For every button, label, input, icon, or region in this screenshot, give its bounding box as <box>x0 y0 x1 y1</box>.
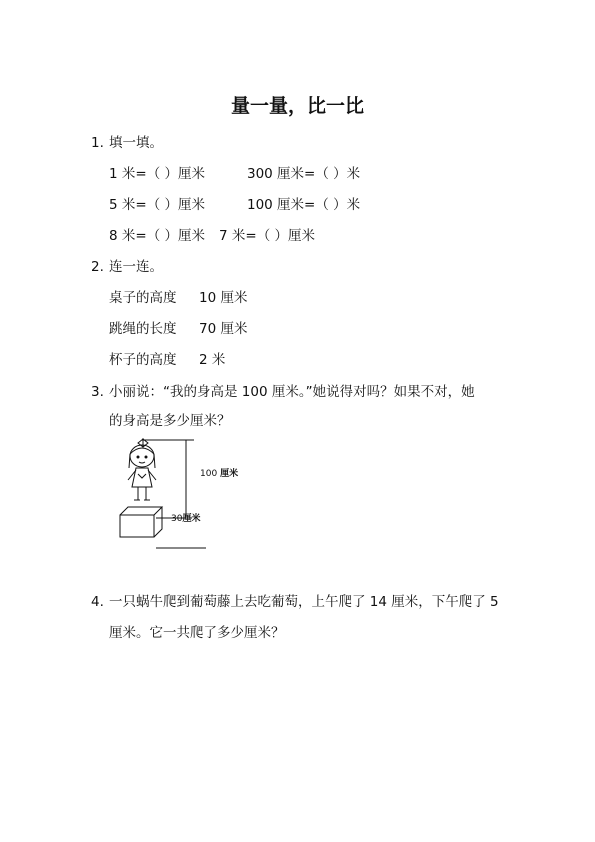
question-number: 2. <box>91 259 104 275</box>
q2-measure: 2 米 <box>199 352 226 368</box>
q2-measure: 70 厘米 <box>199 321 248 337</box>
q1-row-right: 100 厘米=（ ）米 <box>247 197 361 213</box>
q2-item: 桌子的高度 <box>109 290 177 306</box>
question-4 <box>91 593 499 611</box>
question-2 <box>91 258 163 276</box>
question-1 <box>91 134 163 152</box>
q1-row-right: 300 厘米=（ ）米 <box>247 166 361 182</box>
girl-on-box-illustration <box>112 412 242 557</box>
height-label: 100 厘米 <box>200 469 239 479</box>
question-text: 小丽说：“我的身高是 100 厘米。”她说得对吗？如果不对，她 <box>109 384 475 400</box>
box-front <box>120 515 154 537</box>
box-top <box>120 507 162 515</box>
q1-row <box>109 227 315 245</box>
question-3 <box>91 383 475 401</box>
q1-row-left: 1 米=（ ）厘米 <box>109 166 205 182</box>
q2-row <box>109 320 247 338</box>
question-text: 一只蜗牛爬到葡萄藤上去吃葡萄，上午爬了 14 厘米，下午爬了 5 <box>109 594 499 610</box>
box-label: 30厘米 <box>171 514 201 524</box>
q2-row <box>109 289 247 307</box>
question-4-continued: 厘米。它一共爬了多少厘米？ <box>109 625 285 641</box>
question-number: 1. <box>91 135 104 151</box>
q1-row-left: 5 米=（ ）厘米 <box>109 197 205 213</box>
question-number: 4. <box>91 594 104 610</box>
page-title: 量一量，比一比 <box>230 95 364 117</box>
q2-item: 跳绳的长度 <box>109 321 177 337</box>
question-3-continued: 的身高是多少厘米？ <box>109 413 231 429</box>
height-figure <box>112 412 242 557</box>
q2-measure: 10 厘米 <box>199 290 248 306</box>
q2-row <box>109 351 225 369</box>
q1-row <box>109 196 360 214</box>
q2-item: 杯子的高度 <box>109 352 177 368</box>
question-text: 连一连。 <box>109 259 163 275</box>
q1-row-right: 7 米=（ ）厘米 <box>219 228 315 244</box>
question-text: 填一填。 <box>109 135 163 151</box>
q1-row <box>109 165 360 183</box>
question-number: 3. <box>91 384 104 400</box>
q1-row-left: 8 米=（ ）厘米 <box>109 228 205 244</box>
